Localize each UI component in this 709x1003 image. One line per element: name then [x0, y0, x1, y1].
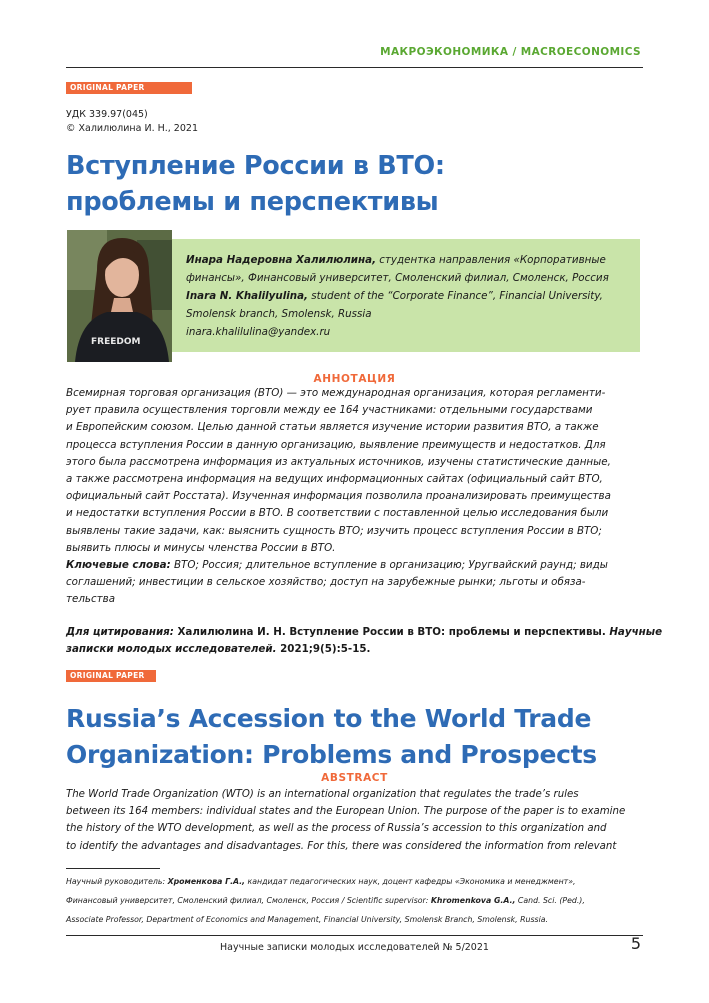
- annotation-line: процесса вступления России в данную организацию, выявление преимуществ и недостатков. Для: [66, 438, 606, 451]
- supervisor-name-ru: Хроменкова Г.А.,: [167, 877, 246, 886]
- citation-journal-2: записки молодых исследователей.: [66, 643, 277, 655]
- keywords-line: соглашений; инвестиции в сельское хозяйство; доступ на зарубежные рынки; льготы и обяза-: [66, 576, 586, 589]
- keywords-line: тельства: [66, 593, 116, 606]
- citation-journal-1: Научные: [609, 626, 663, 638]
- footnote-lead: Научный руководитель:: [66, 877, 168, 886]
- journal-section-label: МАКРОЭКОНОМИКА / MACROECONOMICS: [380, 46, 641, 58]
- annotation-line: этого была рассмотрена информация из актуальных источников, изучены статистические данные,: [66, 455, 611, 468]
- page-number: 5: [630, 934, 641, 953]
- footer-rule: [66, 935, 643, 936]
- abstract-text: [66, 786, 625, 855]
- original-paper-badge-en: ORIGINAL PAPER: [66, 670, 156, 682]
- annotation-line: Всемирная торговая организация (ВТО) — это международная организация, которая регламенти-: [66, 387, 606, 399]
- author-portrait-icon: [67, 230, 172, 362]
- citation-label: Для цитирования:: [66, 626, 174, 638]
- author-name-ru: Инара Надеровна Халилюлина,: [186, 254, 376, 266]
- title-en-line-1: Russia’s Accession to the World Trade: [66, 704, 592, 733]
- footer-journal: Научные записки молодых исследователей № 5/2021: [220, 942, 489, 953]
- shirt-print: FREEDOM: [91, 337, 141, 347]
- author-details: [186, 251, 609, 341]
- supervisor-footnote: [66, 872, 585, 929]
- udc-code: УДК 339.97(045): [66, 109, 148, 120]
- author-name-en: Inara N. Khalilyulina,: [186, 290, 308, 302]
- annotation-heading: АННОТАЦИЯ: [313, 373, 396, 385]
- author-photo: [67, 230, 172, 362]
- footnote-line-2a: Финансовый университет, Смоленский филиал, Смоленск, Россия / Scientific supervisor:: [66, 896, 431, 905]
- author-email[interactable]: inara.khalilulina@yandex.ru: [186, 326, 331, 338]
- original-paper-badge-ru: ORIGINAL PAPER: [66, 82, 192, 94]
- abstract-line: The World Trade Organization (WTO) is an international organization that regulates the trade’s rules: [66, 789, 579, 800]
- abstract-heading: ABSTRACT: [321, 772, 388, 784]
- abstract-line: between its 164 members: individual states and the European Union. The purpose of the paper is to examine: [66, 806, 626, 818]
- author-desc-ru-1: студентка направления «Корпоративные: [376, 254, 606, 266]
- supervisor-name-en: Khromenkova G.A.,: [430, 896, 516, 905]
- title-ru-line-2: проблемы и перспективы: [66, 187, 439, 217]
- abstract-line: the history of the WTO development, as well as the process of Russia’s accession to this organization and: [66, 823, 607, 835]
- header-rule: [66, 67, 643, 68]
- title-ru-line-1: Вступление России в ВТО:: [66, 151, 445, 181]
- annotation-line: выявлены такие задачи, как: выяснить сущность ВТО; изучить процесс вступления России в ВТО;: [66, 524, 602, 537]
- annotation-line: рует правила осуществления торговли между ее 164 участниками: отдельными государствами: [66, 404, 593, 417]
- footnote-rule: [66, 868, 160, 869]
- citation-block: [66, 624, 662, 658]
- keywords-line: ВТО; Россия; длительное вступление в организацию; Уругвайский раунд; виды: [170, 559, 608, 572]
- copyright-line: © Халилюлина И. Н., 2021: [66, 123, 198, 134]
- footnote-line-2b: Cand. Sci. (Ped.),: [515, 896, 585, 905]
- title-ru: [66, 148, 445, 220]
- citation-ref: 2021;9(5):5-15.: [276, 643, 371, 655]
- title-en-line-2: Organization: Problems and Prospects: [66, 740, 597, 769]
- annotation-line: выявить плюсы и минусы членства России в ВТО.: [66, 541, 336, 554]
- annotation-line: а также рассмотрена информация на ведущих информационных сайтах (официальный сайт ВТО,: [66, 473, 603, 486]
- footnote-line-3: Associate Professor, Department of Economics and Management, Financial University, Smolensk Branch, Smolensk, Russia.: [66, 915, 549, 924]
- annotation-text: [66, 385, 611, 609]
- annotation-line: и Европейским союзом. Целью данной статьи является изучение истории развития ВТО, а также: [66, 421, 599, 434]
- author-desc-en-1: student of the “Corporate Finance”, Financial University,: [307, 290, 603, 302]
- annotation-line: официальный сайт Росстата). Изученная информация позволила проанализировать преимущества: [66, 490, 611, 503]
- title-en: [66, 701, 597, 773]
- abstract-line: to identify the advantages and disadvantages. For this, there was considered the information from relevant: [66, 840, 617, 852]
- annotation-line: и недостатки вступления России в ВТО. В соответствии с поставленной целью исследования были: [66, 507, 609, 520]
- citation-text: Халилюлина И. Н. Вступление России в ВТО: проблемы и перспективы.: [173, 626, 610, 638]
- footnote-line-1: кандидат педагогических наук, доцент кафедры «Экономика и менеджмент»,: [245, 877, 576, 886]
- keywords-label: Ключевые слова:: [66, 559, 171, 572]
- author-desc-ru-2: финансы», Финансовый университет, Смоленский филиал, Смоленск, Россия: [186, 272, 609, 284]
- author-desc-en-2: Smolensk branch, Smolensk, Russia: [186, 308, 372, 320]
